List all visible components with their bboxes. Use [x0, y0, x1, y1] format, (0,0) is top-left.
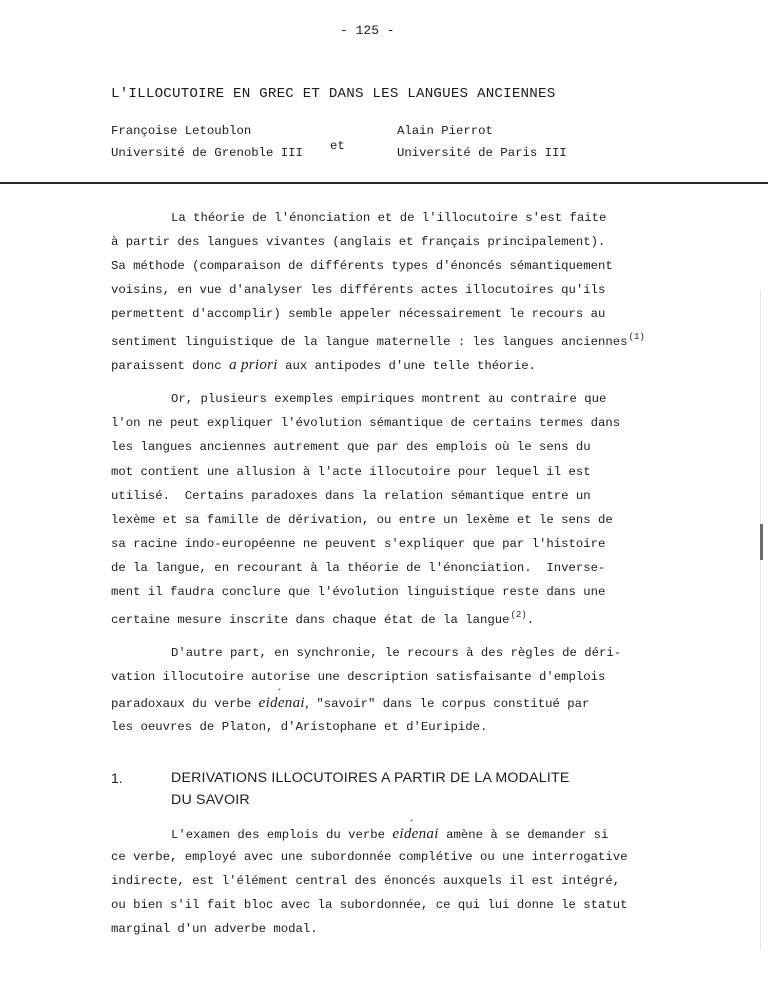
para4-line4: ou bien s'il fait bloc avec la subordonnée, ce qui lui donne le statut [111, 898, 628, 912]
author-right-name: Alain Pierrot [397, 124, 493, 138]
para4-line1 [171, 826, 608, 843]
paper-title: L'ILLOCUTOIRE EN GREC ET DANS LES LANGUES ANCIENNES [111, 86, 556, 102]
para2-line10-text: certaine mesure inscrite dans chaque état de la langue [111, 613, 510, 627]
greek-term [259, 695, 309, 711]
greek-term-2 [392, 826, 438, 842]
para1-line7-pre: paraissent donc [111, 359, 222, 373]
para2-line7: sa racine indo-européenne ne peuvent s'expliquer que par l'histoire [111, 537, 606, 551]
para2-line10 [111, 610, 534, 627]
footnote-ref-2: (2) [510, 610, 527, 620]
para4-line3: indirecte, est l'élément central des énoncés auxquels il est intégré, [111, 874, 621, 888]
section-title-line2: DU SAVOIR [171, 792, 250, 808]
page-number: - 125 - [340, 23, 395, 38]
italic-phrase: a priori [229, 357, 278, 373]
para2-line8: de la langue, en recourant à la théorie de l'énonciation. Inverse- [111, 561, 606, 575]
para1-line2: à partir des langues vivantes (anglais et français principalement). [111, 235, 606, 249]
para3-line1: D'autre part, en synchronie, le recours à des règles de déri- [171, 646, 622, 660]
para1-line5: permettent d'accomplir) semble appeler nécessairement le recours au [111, 307, 606, 321]
para4-line1-pre: L'examen des emplois du verbe [171, 828, 386, 842]
greek-term-2-text: ˊ eidenai [392, 826, 438, 842]
para1-line6 [111, 332, 645, 349]
para1-line6-text: sentiment linguistique de la langue maternelle : les langues anciennes [111, 335, 628, 349]
para3-line2: vation illocutoire autorise une description satisfaisante d'emplois [111, 670, 606, 684]
para3-line3-pre: paradoxaux du verbe [111, 697, 252, 711]
para2-line6: lexème et sa famille de dérivation, ou entre un lexème et le sens de [111, 513, 613, 527]
para1-line3: Sa méthode (comparaison de différents types d'énoncés sémantiquement [111, 259, 613, 273]
section-number: 1. [111, 770, 123, 786]
footnote-ref-1: (1) [628, 332, 645, 342]
para3-line3 [111, 695, 589, 712]
para1-line7-post: aux antipodes d'une telle théorie. [285, 359, 537, 373]
para2-line10-end: . [526, 613, 535, 627]
para2-line4: mot contient une allusion à l'acte illocutoire pour lequel il est [111, 465, 591, 479]
author-right-affiliation: Université de Paris III [397, 146, 567, 160]
para4-line2: ce verbe, employé avec une subordonnée complétive ou une interrogative [111, 850, 628, 864]
para1-line1: La théorie de l'énonciation et de l'illocutoire s'est faite [171, 211, 607, 225]
author-left-name: Françoise Letoublon [111, 124, 252, 138]
header-rule [0, 182, 768, 184]
para4-line1-post: amène à se demander si [446, 828, 609, 842]
para2-line1: Or, plusieurs exemples empiriques montrent au contraire que [171, 392, 607, 406]
section-title-line1: DERIVATIONS ILLOCUTOIRES A PARTIR DE LA MODALITE [171, 770, 570, 786]
para2-line5: utilisé. Certains paradoxes dans la relation sémantique entre un [111, 489, 591, 503]
para4-line5: marginal d'un adverbe modal. [111, 922, 318, 936]
scan-edge-shadow [760, 290, 761, 950]
author-left-affiliation: Université de Grenoble III [111, 146, 303, 160]
para2-line9: ment il faudra conclure que l'évolution linguistique reste dans une [111, 585, 606, 599]
para3-line3-post: "savoir" dans le corpus constitué par [316, 697, 590, 711]
authors-connector: et [330, 139, 345, 153]
para1-line4: voisins, en vue d'analyser les différents actes illocutoires qu'ils [111, 283, 606, 297]
para1-line7 [111, 357, 536, 374]
para2-line2: l'on ne peut expliquer l'évolution sémantique de certains termes dans [111, 416, 621, 430]
para3-line4: les oeuvres de Platon, d'Aristophane et d'Euripide. [111, 720, 488, 734]
para2-line3: les langues anciennes autrement que par des emplois où le sens du [111, 440, 591, 454]
scan-binding-mark [760, 524, 763, 560]
greek-term-text: ˊ eidenai, [259, 695, 309, 711]
